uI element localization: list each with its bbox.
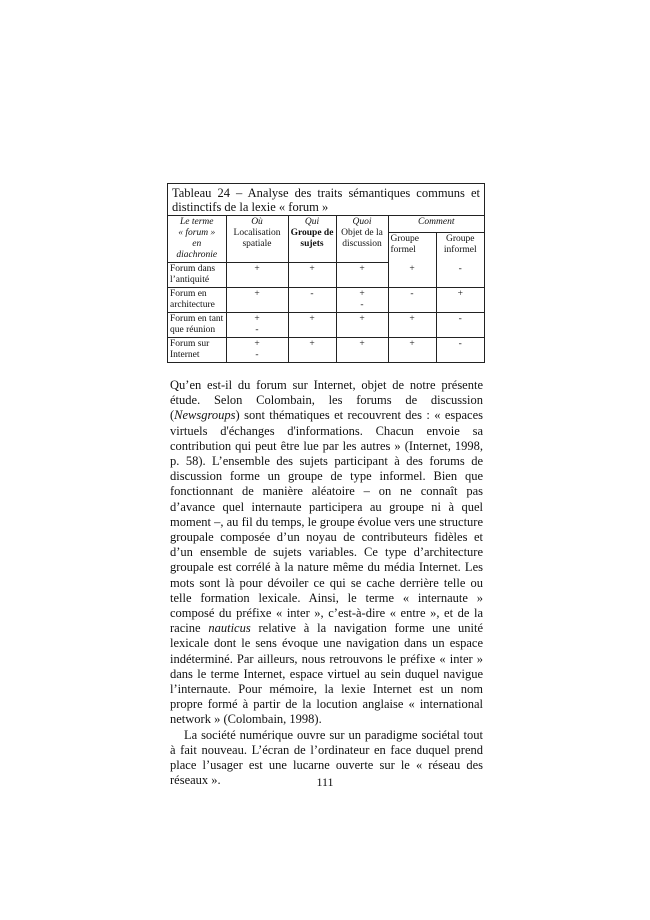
feature-table xyxy=(168,216,484,362)
cell-value: - xyxy=(458,339,462,349)
cell-value: + xyxy=(309,264,315,274)
row-cell-qui xyxy=(288,288,336,313)
cell-value: + xyxy=(409,263,415,274)
row-cell-qui xyxy=(288,313,336,338)
cell-value: + xyxy=(309,339,315,349)
header-row xyxy=(168,216,484,233)
cell-value: - xyxy=(458,314,462,324)
cell-value: + xyxy=(254,264,260,274)
row-cell-ou xyxy=(226,263,288,288)
row-cell-informel xyxy=(436,288,484,313)
header-term: Le terme « forum » en diachronie xyxy=(168,216,226,263)
cell-value: - xyxy=(255,350,259,360)
header-ou: Où Localisation spatiale xyxy=(226,216,288,263)
row-cell-formel xyxy=(388,263,436,288)
cell-value: + xyxy=(409,314,415,324)
row-cell-formel xyxy=(388,288,436,313)
cell-value: - xyxy=(410,289,414,299)
cell-value: + xyxy=(359,264,365,274)
row-cell-quoi xyxy=(336,263,388,288)
table-row xyxy=(168,288,484,313)
row-cell-informel xyxy=(436,338,484,363)
table-body xyxy=(168,263,484,363)
header-groupe-informel: Groupe informel xyxy=(436,233,484,263)
table-row xyxy=(168,338,484,363)
row-cell-qui xyxy=(288,338,336,363)
body-text xyxy=(170,378,483,788)
row-term: Forum en architecture xyxy=(168,288,226,313)
cell-value: + xyxy=(457,289,463,299)
row-cell-qui xyxy=(288,263,336,288)
row-cell-ou xyxy=(226,288,288,313)
cell-value: + xyxy=(254,339,260,349)
cell-value: + xyxy=(409,339,415,349)
row-cell-formel xyxy=(388,313,436,338)
row-cell-quoi xyxy=(336,288,388,313)
cell-value: + xyxy=(309,314,315,324)
table-row xyxy=(168,263,484,288)
row-term: Forum sur Internet xyxy=(168,338,226,363)
cell-value: - xyxy=(360,300,364,310)
semantic-table xyxy=(167,183,485,363)
row-cell-ou xyxy=(226,313,288,338)
cell-value: + xyxy=(254,314,260,324)
row-cell-informel xyxy=(436,313,484,338)
paragraph-2: La société numérique ouvre sur un paradigme sociétal tout à fait nouveau. L’écran de l’ordinateur en face duquel prend place l’usager est une lucarne ouverte sur le « réseau des réseaux ». xyxy=(170,727,483,788)
cell-value: + xyxy=(254,289,260,299)
cell-value: + xyxy=(359,289,365,299)
header-quoi: Quoi Objet de la discussion xyxy=(336,216,388,263)
table-row xyxy=(168,313,484,338)
row-cell-informel xyxy=(436,263,484,288)
header-groupe-formel: Groupe formel xyxy=(388,233,436,263)
table-caption: Tableau 24 – Analyse des traits sémantiques communs et distinctifs de la lexie « forum » xyxy=(168,184,484,216)
header-qui: Qui Groupe de sujets xyxy=(288,216,336,263)
row-cell-quoi xyxy=(336,338,388,363)
cell-value: - xyxy=(255,325,259,335)
cell-value: + xyxy=(359,314,365,324)
cell-value: - xyxy=(458,263,462,274)
page-number: 111 xyxy=(316,775,334,789)
header-comment: Comment xyxy=(388,216,484,233)
row-cell-quoi xyxy=(336,313,388,338)
cell-value: - xyxy=(310,289,314,299)
paragraph-1: Qu’en est-il du forum sur Internet, objet de notre présente étude. Selon Colombain, les forums de discussion (Newsgroups) sont thématiques et recouvrent des : « espaces virtuels d'échanges d'informations. Chacun envoie sa contribution qui peut être lue par les autres » (Internet, 1998, p. 58). L’ensemble des sujets participant à des forums de discussion forme un groupe de type informel. Bien que fonctionnant de manière aléatoire – on ne connaît pas d’avance quel internaute participera au groupe ni à quel moment –, au fil du temps, le groupe évolue vers une structure groupale composée d’un noyau de contributeurs fidèles et d’un ensemble de sujets variables. Ce type d’architecture groupale est corrélé à la nature même du média Internet. Les mots sont là pour dévoiler ce qui se cache derrière telle ou telle formation lexicale. Ainsi, le terme « internaute » composé du préfixe « inter », c’est-à-dire « entre », et de la racine nauticus relative à la navigation forme une unité lexicale dont le sens évoque une navigation dans un espace indéterminé. Par ailleurs, nous retrouvons le préfixe « inter » dans le terme Internet, espace virtuel au sein duquel navigue l’internaute. Pour mémoire, la lexie Internet est un nom propre formé à partir de la locution anglaise « international network » (Colombain, 1998). xyxy=(170,378,484,727)
row-cell-formel xyxy=(388,338,436,363)
cell-value: + xyxy=(359,339,365,349)
row-cell-ou xyxy=(226,338,288,363)
row-term: Forum en tant que réunion xyxy=(168,313,226,338)
row-term: Forum dans l’antiquité xyxy=(168,263,226,288)
